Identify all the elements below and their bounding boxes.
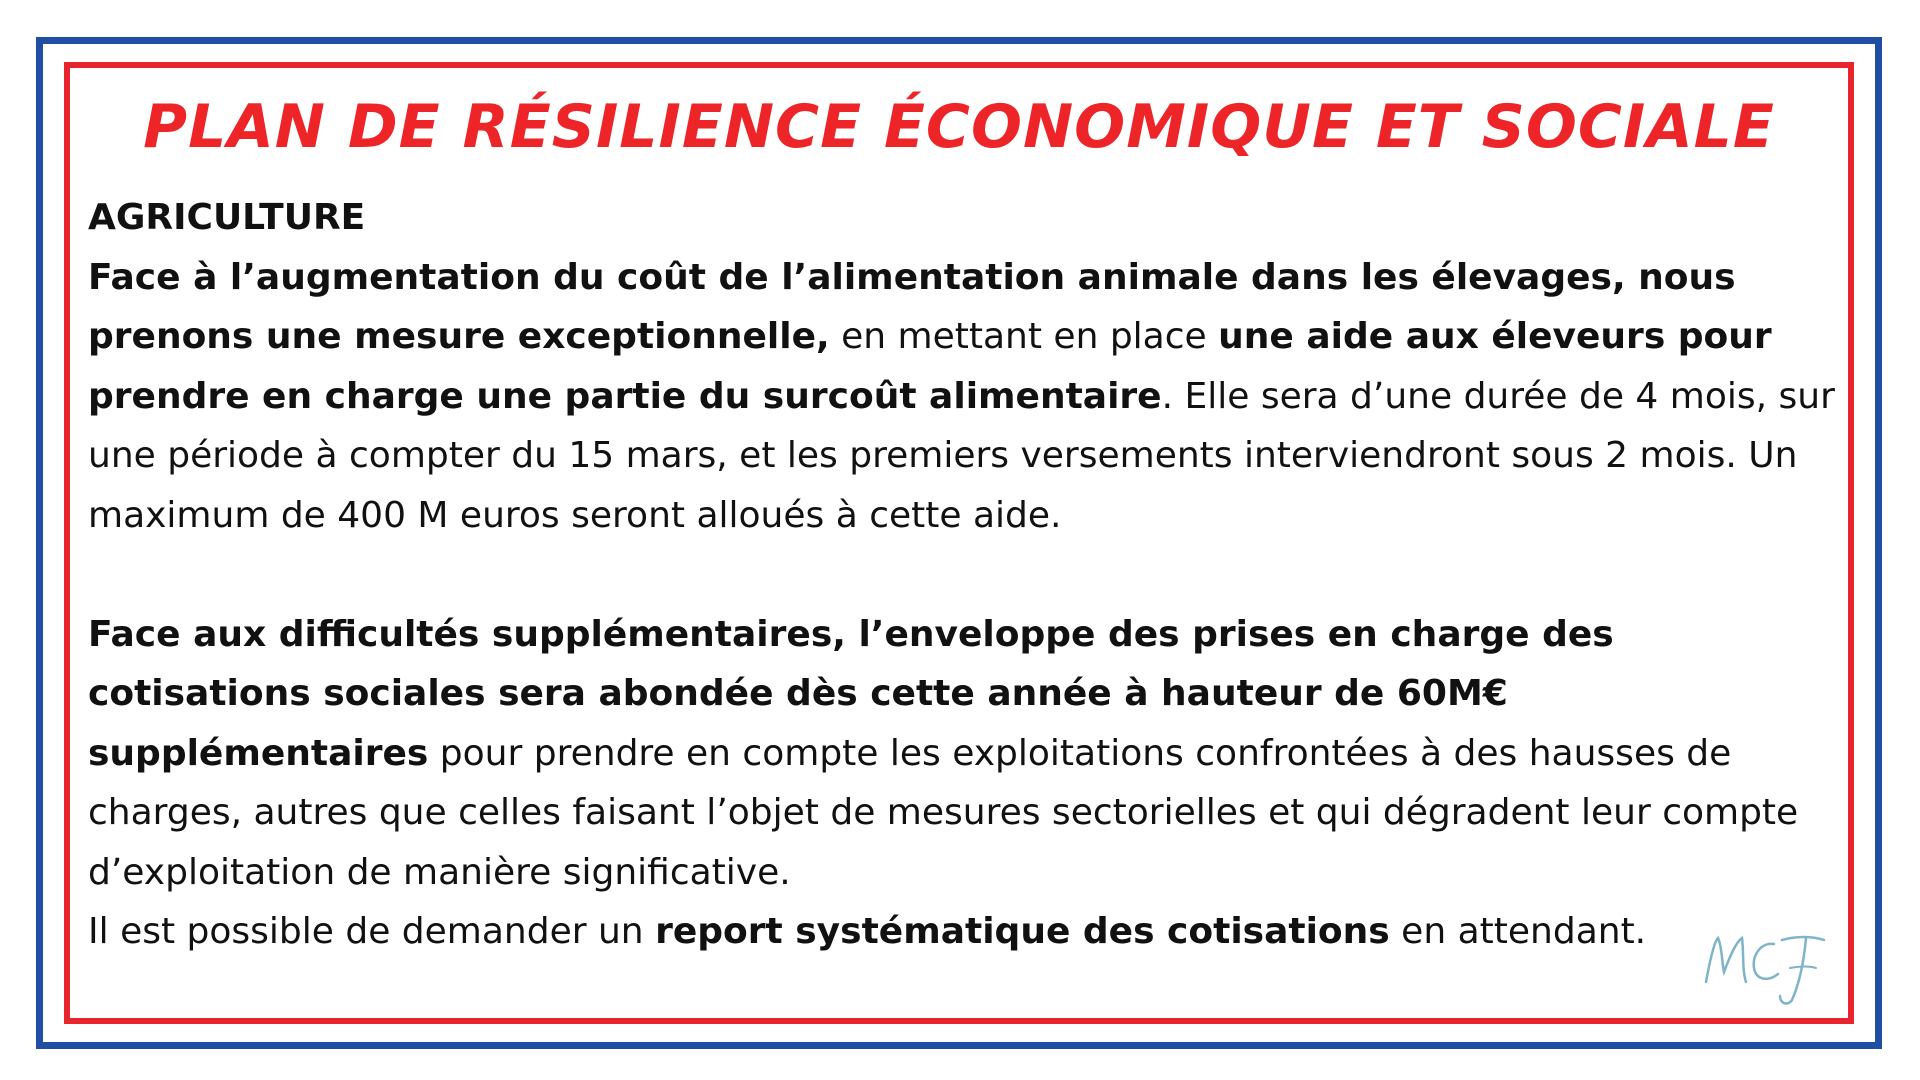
body-text: pour prendre en compte les exploitations confrontées à des hausses de charges, autres que celles faisant l’objet de mesures sectorielles et qui dégradent leur compte d’exploitation de manière significative.: [88, 732, 1799, 893]
document-body: [88, 188, 1848, 962]
signature-mark: [1700, 920, 1830, 1010]
body-text: Il est possible de demander un: [88, 911, 656, 952]
section-heading: AGRICULTURE: [88, 197, 366, 238]
body-text: en attendant.: [1389, 911, 1647, 952]
paragraph-report: [88, 902, 1848, 962]
bold-text: une aide aux éleveurs pour prendre en charge une partie du surcoût alimentaire: [88, 316, 1772, 417]
bold-text: Face aux difficultés supplémentaires, l’enveloppe des prises en charge des cotisations sociales sera abondée dès cette année à hauteur de 60M€ supplémentaires: [88, 613, 1614, 774]
body-text: en mettant en place: [829, 316, 1219, 357]
bold-text: Face à l’augmentation du coût de l’alimentation animale dans les élevages, nous prenons une mesure exceptionnelle,: [88, 256, 1736, 357]
paragraph-cotisations: [88, 605, 1848, 903]
paragraph-spacer: [88, 545, 1848, 605]
bold-text: report systématique des cotisations: [655, 911, 1390, 952]
page-title: PLAN DE RÉSILIENCE ÉCONOMIQUE ET SOCIALE: [143, 92, 1775, 162]
paragraph-aide-eleveurs: [88, 248, 1848, 546]
body-text: . Elle sera d’une durée de 4 mois, sur une période à compter du 15 mars, et les premiers versements interviendront sous 2 mois. Un maximum de 400 M euros seront alloués à cette aide.: [88, 375, 1835, 536]
